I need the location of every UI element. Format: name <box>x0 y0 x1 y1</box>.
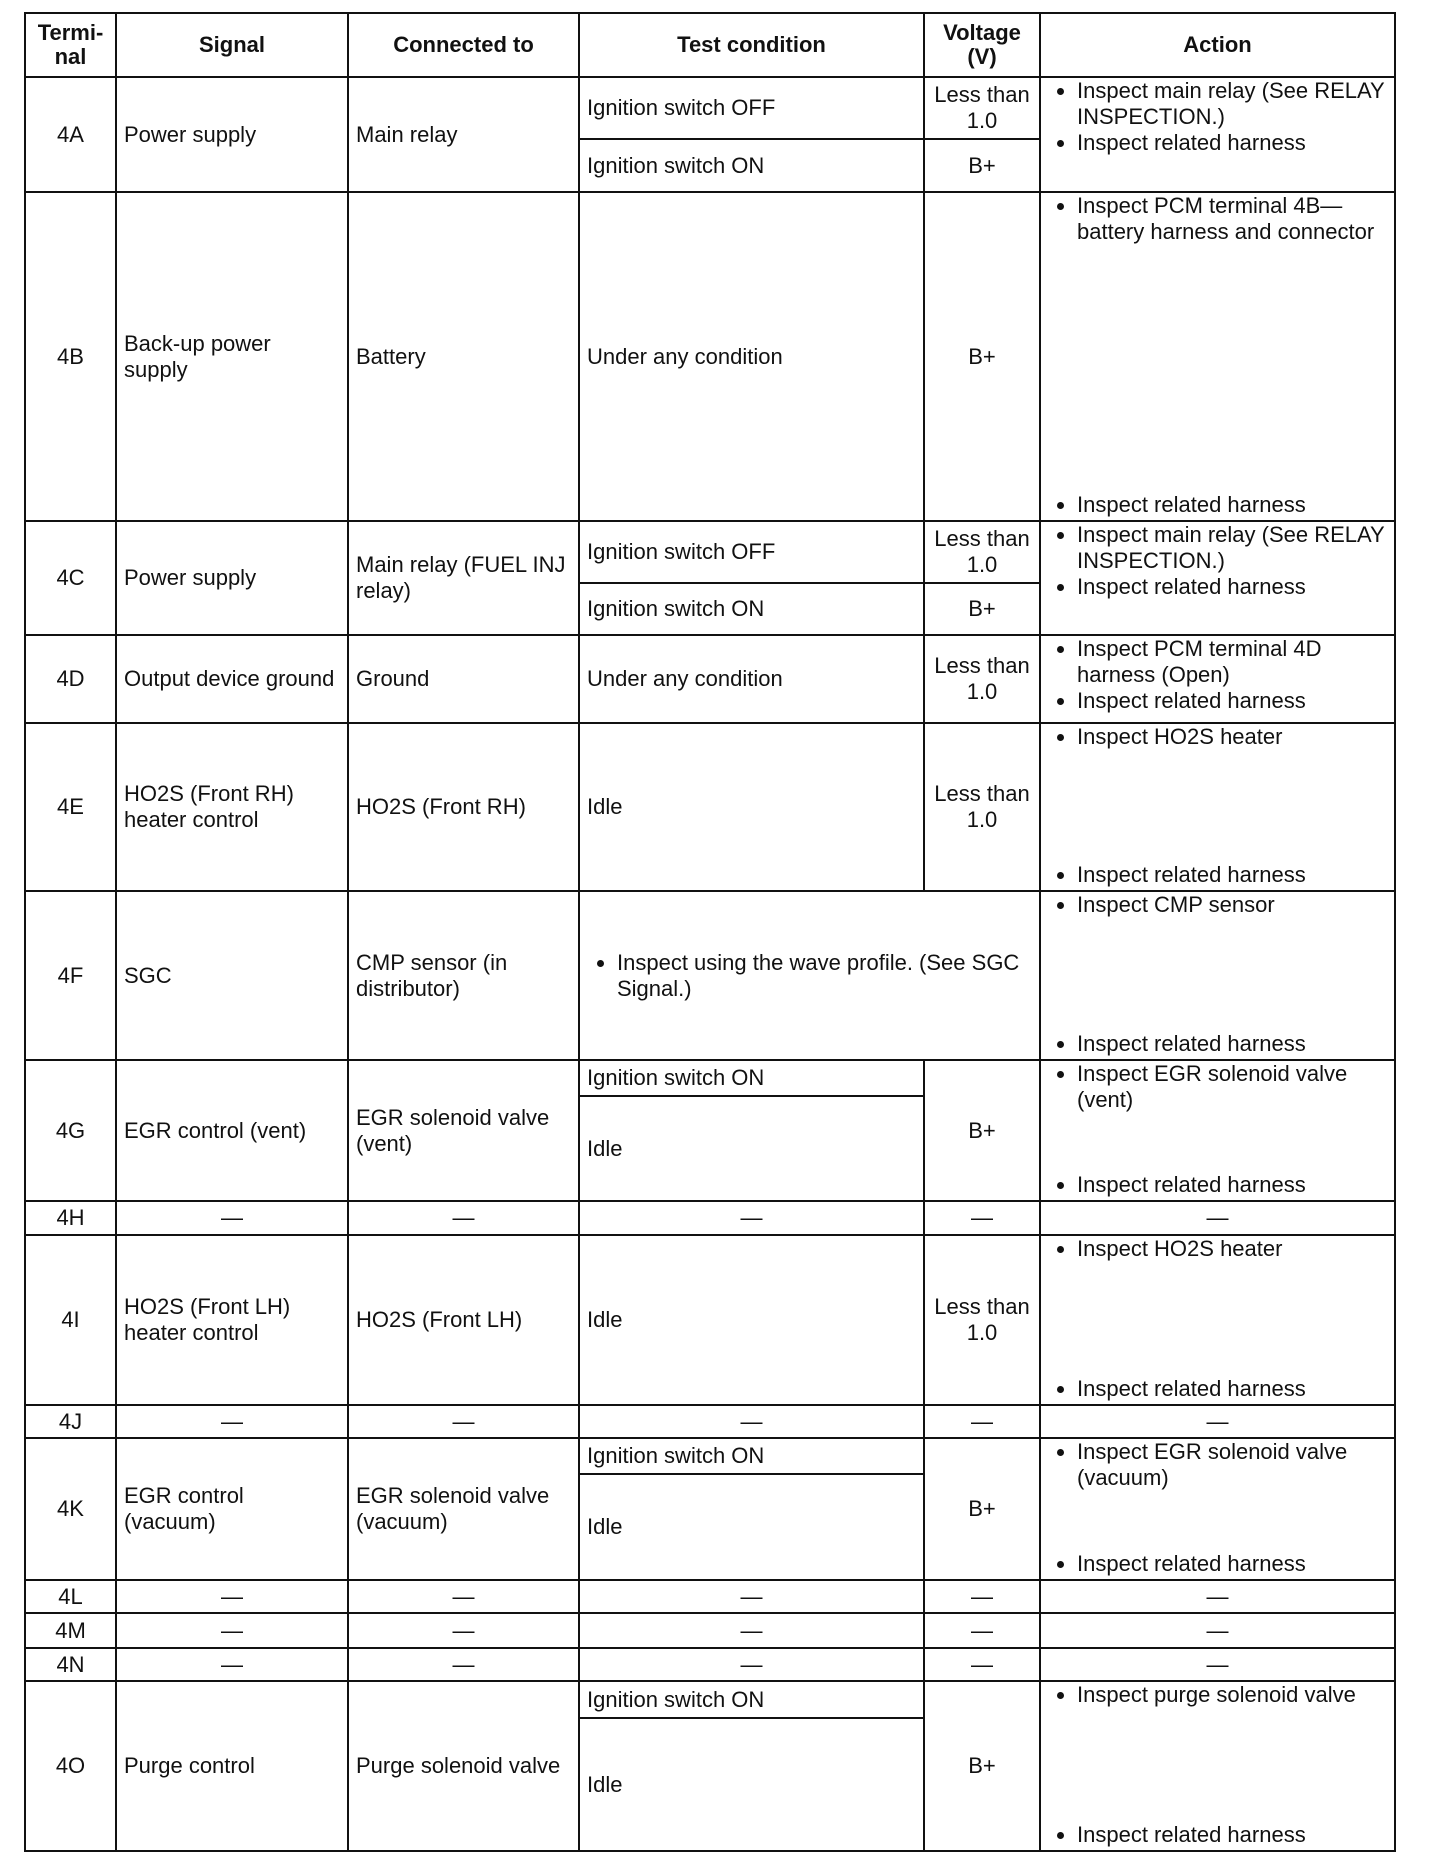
signal-cell: HO2S (Front LH) heater control <box>116 1235 348 1405</box>
test-condition-cell: Ignition switch OFF <box>579 521 924 583</box>
action-list <box>1047 862 1388 888</box>
empty-cell: — <box>579 1580 924 1613</box>
action-cell <box>1040 891 1395 1060</box>
action-list <box>1047 492 1388 518</box>
column-header: Voltage (V) <box>924 13 1040 77</box>
terminal-cell: 4D <box>25 635 116 723</box>
note-list <box>587 950 1032 1002</box>
table-row <box>25 723 1395 891</box>
terminal-cell: 4N <box>25 1648 116 1681</box>
column-header: Connected to <box>348 13 579 77</box>
empty-cell: — <box>579 1613 924 1648</box>
empty-cell: — <box>1040 1580 1395 1613</box>
voltage-cell: B+ <box>924 1060 1040 1201</box>
action-cell <box>1040 635 1395 723</box>
terminal-cell: 4G <box>25 1060 116 1201</box>
signal-cell: Power supply <box>116 77 348 192</box>
connected-to-cell: HO2S (Front LH) <box>348 1235 579 1405</box>
action-content <box>1047 1061 1388 1198</box>
pcm-terminal-table <box>24 12 1396 1852</box>
terminal-cell: 4B <box>25 192 116 521</box>
table-row <box>25 1613 1395 1648</box>
action-item: • Inspect EGR solenoid valve (vent) <box>1077 1061 1388 1113</box>
empty-cell: — <box>1040 1648 1395 1681</box>
table-row <box>25 521 1395 583</box>
voltage-cell: Less than 1.0 <box>924 521 1040 583</box>
action-list <box>1047 1682 1388 1708</box>
test-condition-cell: Under any condition <box>579 192 924 521</box>
action-item: • Inspect related harness <box>1077 1551 1388 1577</box>
action-list <box>1047 1551 1388 1577</box>
empty-cell: — <box>348 1405 579 1438</box>
action-list <box>1047 1236 1388 1262</box>
test-condition-cell: Idle <box>579 1235 924 1405</box>
voltage-cell: B+ <box>924 139 1040 192</box>
empty-cell: — <box>348 1648 579 1681</box>
voltage-cell: Less than 1.0 <box>924 77 1040 139</box>
table-row <box>25 77 1395 139</box>
empty-cell: — <box>579 1201 924 1235</box>
connected-to-cell: Purge solenoid valve <box>348 1681 579 1851</box>
action-list <box>1047 636 1388 714</box>
voltage-cell: B+ <box>924 583 1040 635</box>
action-item: • Inspect related harness <box>1077 574 1388 600</box>
test-condition-cell: Idle <box>579 1474 924 1580</box>
action-content <box>1047 636 1388 720</box>
signal-cell: EGR control (vacuum) <box>116 1438 348 1580</box>
action-content <box>1047 724 1388 888</box>
voltage-cell: B+ <box>924 1438 1040 1580</box>
action-content <box>1047 522 1388 632</box>
table-row <box>25 891 1395 1060</box>
empty-cell: — <box>1040 1613 1395 1648</box>
action-list <box>1047 193 1388 245</box>
terminal-cell: 4M <box>25 1613 116 1648</box>
empty-cell: — <box>1040 1405 1395 1438</box>
action-item: • Inspect HO2S heater <box>1077 1236 1388 1262</box>
connected-to-cell: Battery <box>348 192 579 521</box>
table-row <box>25 1201 1395 1235</box>
action-list <box>1047 724 1388 750</box>
action-content <box>1047 892 1388 1057</box>
action-list <box>1047 522 1388 600</box>
action-item: • Inspect main relay (See RELAY INSPECTION.) <box>1077 522 1388 574</box>
voltage-cell: Less than 1.0 <box>924 723 1040 891</box>
test-condition-cell: Ignition switch ON <box>579 1060 924 1096</box>
action-list <box>1047 1439 1388 1491</box>
connected-to-cell: CMP sensor (in distributor) <box>348 891 579 1060</box>
voltage-cell: B+ <box>924 1681 1040 1851</box>
action-item: • Inspect EGR solenoid valve (vacuum) <box>1077 1439 1388 1491</box>
voltage-cell: Less than 1.0 <box>924 1235 1040 1405</box>
connected-to-cell: Ground <box>348 635 579 723</box>
empty-cell: — <box>924 1580 1040 1613</box>
table-row <box>25 1060 1395 1096</box>
empty-cell: — <box>924 1405 1040 1438</box>
signal-cell: Power supply <box>116 521 348 635</box>
empty-cell: — <box>579 1405 924 1438</box>
column-header: Action <box>1040 13 1395 77</box>
terminal-cell: 4A <box>25 77 116 192</box>
action-item: • Inspect related harness <box>1077 130 1388 156</box>
table-row <box>25 1681 1395 1718</box>
voltage-cell: B+ <box>924 192 1040 521</box>
test-condition-cell: Ignition switch ON <box>579 583 924 635</box>
empty-cell: — <box>348 1201 579 1235</box>
action-content <box>1047 1682 1388 1848</box>
terminal-cell: 4E <box>25 723 116 891</box>
action-item: • Inspect related harness <box>1077 1376 1388 1402</box>
table-row <box>25 1438 1395 1474</box>
test-condition-cell: Ignition switch OFF <box>579 77 924 139</box>
empty-cell: — <box>116 1201 348 1235</box>
table-row <box>25 1405 1395 1438</box>
action-list <box>1047 1822 1388 1848</box>
action-content <box>1047 1236 1388 1402</box>
voltage-cell: Less than 1.0 <box>924 635 1040 723</box>
terminal-cell: 4K <box>25 1438 116 1580</box>
signal-cell: HO2S (Front RH) heater control <box>116 723 348 891</box>
action-content <box>1047 1439 1388 1577</box>
empty-cell: — <box>116 1405 348 1438</box>
empty-cell: — <box>924 1648 1040 1681</box>
signal-cell: EGR control (vent) <box>116 1060 348 1201</box>
empty-cell: — <box>116 1580 348 1613</box>
table-row <box>25 1235 1395 1405</box>
table-row <box>25 1580 1395 1613</box>
terminal-cell: 4F <box>25 891 116 1060</box>
empty-cell: — <box>1040 1201 1395 1235</box>
table-header <box>25 13 1395 77</box>
test-condition-cell: Ignition switch ON <box>579 1681 924 1718</box>
action-item: • Inspect CMP sensor <box>1077 892 1388 918</box>
action-item: • Inspect HO2S heater <box>1077 724 1388 750</box>
test-condition-cell: Ignition switch ON <box>579 139 924 192</box>
action-list <box>1047 1061 1388 1113</box>
action-list <box>1047 1172 1388 1198</box>
test-condition-cell: Idle <box>579 723 924 891</box>
signal-cell: Output device ground <box>116 635 348 723</box>
connected-to-cell: HO2S (Front RH) <box>348 723 579 891</box>
test-condition-cell: Under any condition <box>579 635 924 723</box>
column-header: Signal <box>116 13 348 77</box>
connected-to-cell: EGR solenoid valve (vacuum) <box>348 1438 579 1580</box>
action-item: • Inspect related harness <box>1077 1031 1388 1057</box>
action-item: • Inspect purge solenoid valve <box>1077 1682 1388 1708</box>
action-cell <box>1040 1235 1395 1405</box>
terminal-cell: 4O <box>25 1681 116 1851</box>
connected-to-cell: Main relay (FUEL INJ relay) <box>348 521 579 635</box>
terminal-cell: 4H <box>25 1201 116 1235</box>
empty-cell: — <box>924 1613 1040 1648</box>
table-row <box>25 1648 1395 1681</box>
action-list <box>1047 1376 1388 1402</box>
test-condition-cell: Ignition switch ON <box>579 1438 924 1474</box>
action-content <box>1047 78 1388 189</box>
action-cell <box>1040 1681 1395 1851</box>
action-list <box>1047 78 1388 156</box>
action-item: • Inspect related harness <box>1077 688 1388 714</box>
action-cell <box>1040 1060 1395 1201</box>
action-cell <box>1040 77 1395 192</box>
empty-cell: — <box>579 1648 924 1681</box>
action-item: • Inspect related harness <box>1077 862 1388 888</box>
action-cell <box>1040 723 1395 891</box>
action-content <box>1047 193 1388 518</box>
note-item: • Inspect using the wave profile. (See SGC Signal.) <box>617 950 1032 1002</box>
action-item: • Inspect related harness <box>1077 492 1388 518</box>
action-item: • Inspect PCM terminal 4B—battery harness and connector <box>1077 193 1388 245</box>
action-list <box>1047 892 1388 918</box>
signal-cell: Purge control <box>116 1681 348 1851</box>
action-list <box>1047 1031 1388 1057</box>
test-condition-cell: Idle <box>579 1096 924 1201</box>
column-header: Termi- nal <box>25 13 116 77</box>
connected-to-cell: Main relay <box>348 77 579 192</box>
action-cell <box>1040 521 1395 635</box>
signal-cell: Back-up power supply <box>116 192 348 521</box>
action-item: • Inspect PCM terminal 4D harness (Open) <box>1077 636 1388 688</box>
action-item: • Inspect related harness <box>1077 1822 1388 1848</box>
action-cell <box>1040 1438 1395 1580</box>
action-cell <box>1040 192 1395 521</box>
empty-cell: — <box>348 1580 579 1613</box>
empty-cell: — <box>924 1201 1040 1235</box>
empty-cell: — <box>116 1613 348 1648</box>
terminal-cell: 4L <box>25 1580 116 1613</box>
connected-to-cell: EGR solenoid valve (vent) <box>348 1060 579 1201</box>
empty-cell: — <box>348 1613 579 1648</box>
terminal-cell: 4C <box>25 521 116 635</box>
terminal-cell: 4I <box>25 1235 116 1405</box>
action-item: • Inspect related harness <box>1077 1172 1388 1198</box>
test-condition-note <box>579 891 1040 1060</box>
table-row <box>25 635 1395 723</box>
terminal-cell: 4J <box>25 1405 116 1438</box>
action-item: • Inspect main relay (See RELAY INSPECTION.) <box>1077 78 1388 130</box>
test-condition-cell: Idle <box>579 1718 924 1851</box>
column-header: Test condition <box>579 13 924 77</box>
empty-cell: — <box>116 1648 348 1681</box>
table-row <box>25 192 1395 521</box>
signal-cell: SGC <box>116 891 348 1060</box>
